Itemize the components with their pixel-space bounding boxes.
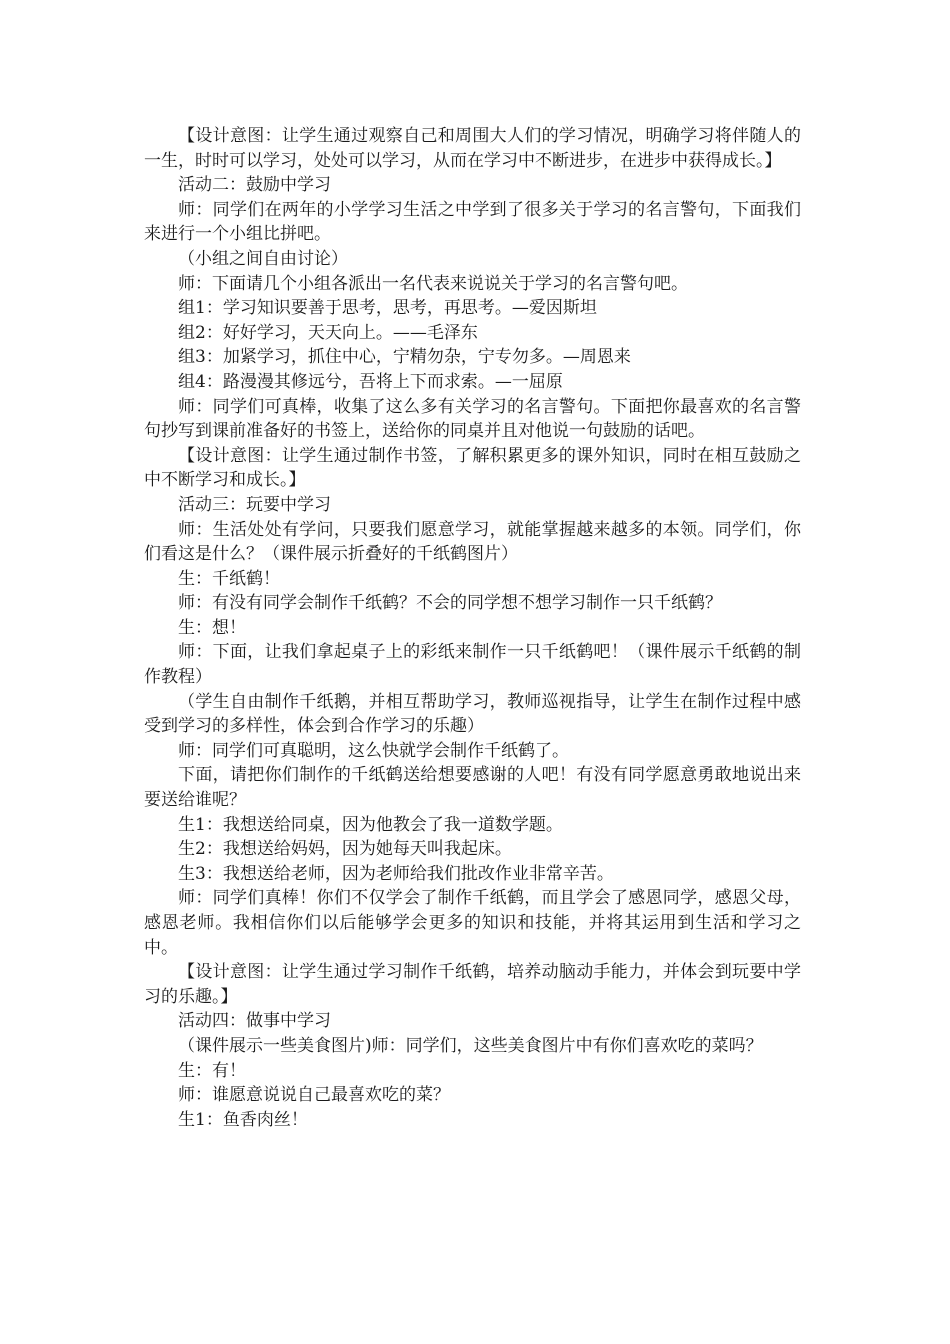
dialogue-line: 师：同学们可真棒，收集了这么多有关学习的名言警句。下面把你最喜欢的名言警句抄写到课前准备好的书签上，送给你的同桌并且对他说一句鼓励的话吧。 [144,396,801,442]
dialogue-line: 组2：好好学习，天天向上。——毛泽东 [178,322,478,343]
dialogue-line: 下面，请把你们制作的千纸鹤送给想要感谢的人吧！有没有同学愿意勇敢地说出来要送给谁呢？ [144,765,801,811]
dialogue-line: 师：谁愿意说说自己最喜欢吃的菜？ [178,1085,450,1106]
dialogue-line: 组1：学习知识要善于思考，思考，再思考。—爱因斯坦 [178,298,597,319]
dialogue-line: 组3：加紧学习，抓住中心，宁精勿杂，宁专勿多。—周恩来 [178,347,631,368]
activity-heading: 活动四：做事中学习 [178,1011,331,1032]
dialogue-line: 生1：鱼香肉丝！ [178,1109,308,1130]
dialogue-line: 生3：我想送给老师，因为老师给我们批改作业非常辛苦。 [178,863,614,884]
dialogue-line: 生1：我想送给同桌，因为他教会了我一道数学题。 [178,814,563,835]
dialogue-line: 师：同学们在两年的小学学习生活之中学到了很多关于学习的名言警句，下面我们来进行一个小组比拼吧。 [144,199,801,245]
dialogue-line: 师：下面请几个小组各派出一名代表来说说关于学习的名言警句吧。 [178,273,688,294]
dialogue-line: 生：想！ [178,617,246,638]
dialogue-line: （课件展示一些美食图片)师：同学们，这些美食图片中有你们喜欢吃的菜吗？ [178,1035,763,1056]
dialogue-line: 师：下面，让我们拿起桌子上的彩纸来制作一只千纸鹤吧！（课件展示千纸鹤的制作教程） [144,642,801,688]
design-intent-paragraph: 【设计意图：让学生通过观察自己和周围大人们的学习情况，明确学习将伴随人的一生，时时可以学习，处处可以学习，从而在学习中不断进步，在进步中获得成长。】 [144,126,801,171]
dialogue-line: 生2：我想送给妈妈，因为她每天叫我起床。 [178,839,512,860]
dialogue-line: 生：有！ [178,1060,246,1081]
document-page [144,124,801,1132]
stage-note: （学生自由制作千纸鹅，并相互帮助学习，教师巡视指导，让学生在制作过程中感受到学习的多样性，体会到合作学习的乐趣） [144,691,801,737]
dialogue-line: 师：同学们真棒！你们不仅学会了制作千纸鹤，而且学会了感恩同学，感恩父母，感恩老师。我相信你们以后能够学会更多的知识和技能，并将其运用到生活和学习之中。 [144,888,801,958]
dialogue-line: 师：同学们可真聪明，这么快就学会制作千纸鹤了。 [178,740,569,761]
design-intent-paragraph: 【设计意图：让学生通过制作书签，了解积累更多的课外知识，同时在相互鼓励之中不断学习和成长。】 [144,445,801,491]
stage-note: （小组之间自由讨论） [178,248,348,269]
activity-heading: 活动二：鼓励中学习 [178,175,331,196]
activity-heading: 活动三：玩要中学习 [178,494,331,515]
dialogue-line: 师：生活处处有学问，只要我们愿意学习，就能掌握越来越多的本领。同学们，你们看这是什么？（课件展示折叠好的千纸鹤图片） [144,519,801,565]
dialogue-line: 师：有没有同学会制作千纸鹤？不会的同学想不想学习制作一只千纸鹤？ [178,593,722,614]
dialogue-line: 组4：路漫漫其修远兮，吾将上下而求索。—一屈原 [178,371,563,392]
design-intent-paragraph: 【设计意图：让学生通过学习制作千纸鹤，培养动脑动手能力，并体会到玩要中学习的乐趣。】 [144,962,801,1007]
dialogue-line: 生：千纸鹤！ [178,568,280,589]
